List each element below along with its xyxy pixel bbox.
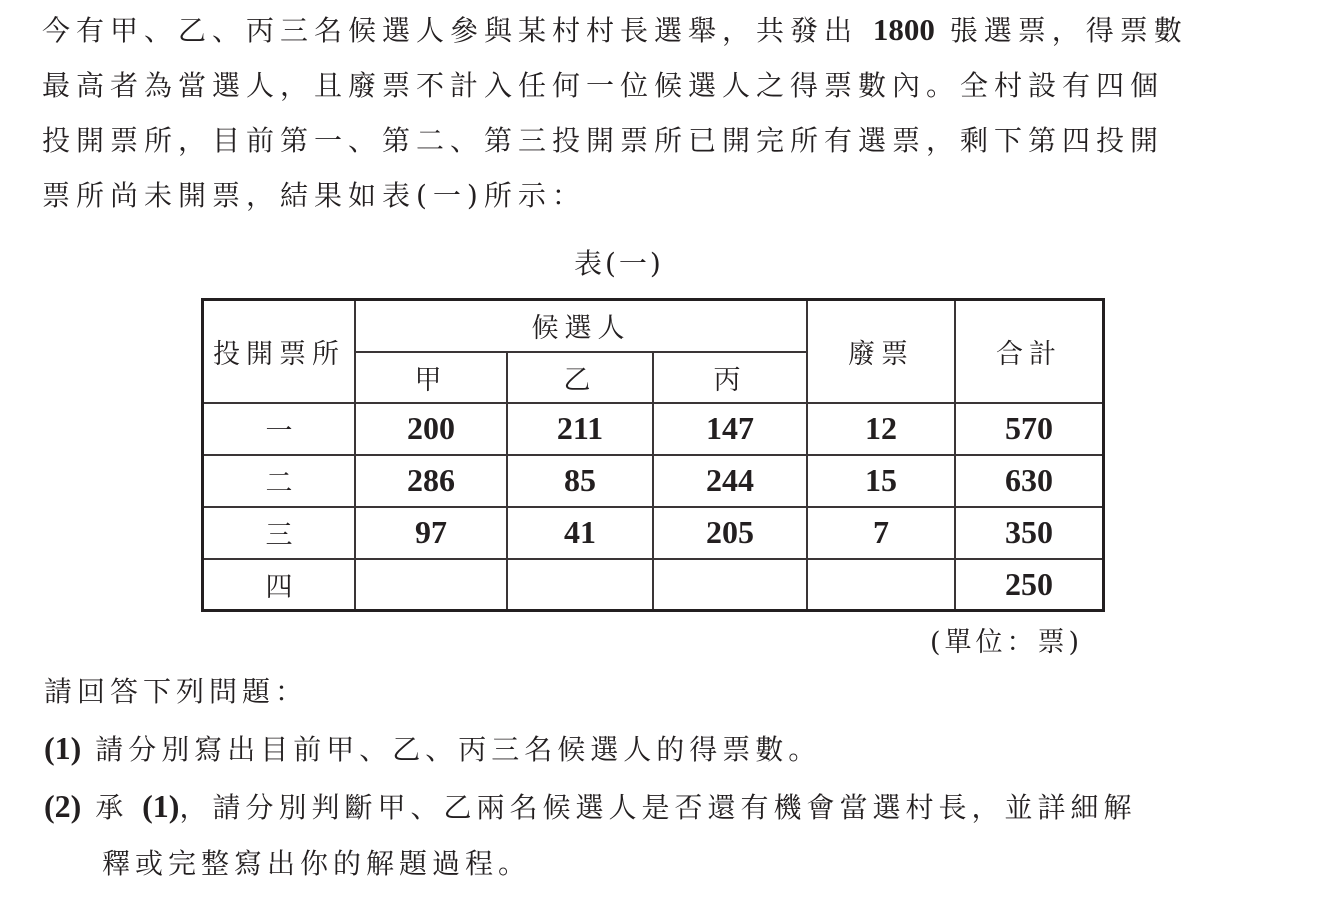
jia-votes: 286 (355, 455, 507, 507)
yi-votes: 85 (507, 455, 653, 507)
question-2-continued: 釋或完整寫出你的解題過程。 (102, 847, 532, 880)
yi-votes (507, 559, 653, 611)
intro-text: 張選票，得票數 (934, 14, 1188, 47)
station-cell: 二 (203, 455, 356, 507)
unit-note: (單位：票) (930, 627, 1084, 658)
invalid-votes: 7 (807, 507, 955, 559)
ballot-count: 1800 (872, 12, 935, 47)
problem-intro (42, 2, 1282, 223)
yi-votes: 211 (507, 403, 653, 455)
question-text: ，請分別判斷甲、乙兩名候選人是否還有機會當選村長，並詳細解 (179, 791, 1137, 824)
intro-text: 今有甲、乙、丙三名候選人參與某村村長選舉，共發出 (42, 14, 873, 47)
question-number: (1) (44, 730, 82, 766)
question-2 (44, 778, 1136, 836)
question-number: (2) (44, 788, 82, 824)
intro-line-1 (42, 2, 1282, 58)
total-votes: 630 (955, 455, 1104, 507)
station-cell: 一 (203, 403, 356, 455)
bing-votes: 244 (653, 455, 807, 507)
questions-prompt: 請回答下列問題： (44, 675, 309, 708)
bing-votes: 205 (653, 507, 807, 559)
header-invalid: 廢票 (807, 300, 955, 403)
question-1 (44, 720, 1136, 778)
jia-votes (355, 559, 507, 611)
question-text: 承 (81, 791, 143, 824)
questions (44, 664, 1136, 892)
jia-votes: 200 (355, 403, 507, 455)
header-station: 投開票所 (203, 300, 356, 403)
invalid-votes: 15 (807, 455, 955, 507)
table-caption: 表(一) (574, 247, 664, 280)
table-row (203, 403, 1104, 455)
invalid-votes (807, 559, 955, 611)
intro-line-3: 投開票所，目前第一、第二、第三投開票所已開完所有選票，剩下第四投開 (42, 124, 1165, 157)
total-votes: 250 (955, 559, 1104, 611)
station-cell: 三 (203, 507, 356, 559)
question-reference: (1) (142, 788, 180, 824)
table-row (203, 559, 1104, 611)
total-votes: 570 (955, 403, 1104, 455)
header-candidate-jia: 甲 (355, 352, 507, 403)
intro-line-2: 最高者為當選人，且廢票不計入任何一位候選人之得票數內。全村設有四個 (42, 69, 1165, 102)
table-row (203, 455, 1104, 507)
question-text: 請分別寫出目前甲、乙、丙三名候選人的得票數。 (81, 733, 822, 766)
yi-votes: 41 (507, 507, 653, 559)
jia-votes: 97 (355, 507, 507, 559)
vote-table (201, 298, 1105, 612)
bing-votes (653, 559, 807, 611)
bing-votes: 147 (653, 403, 807, 455)
station-cell: 四 (203, 559, 356, 611)
total-votes: 350 (955, 507, 1104, 559)
header-total: 合計 (955, 300, 1104, 403)
invalid-votes: 12 (807, 403, 955, 455)
header-candidates: 候選人 (355, 300, 807, 352)
table-row (203, 507, 1104, 559)
intro-line-4: 票所尚未開票，結果如表(一)所示： (42, 179, 586, 212)
header-candidate-bing: 丙 (653, 352, 807, 403)
header-candidate-yi: 乙 (507, 352, 653, 403)
